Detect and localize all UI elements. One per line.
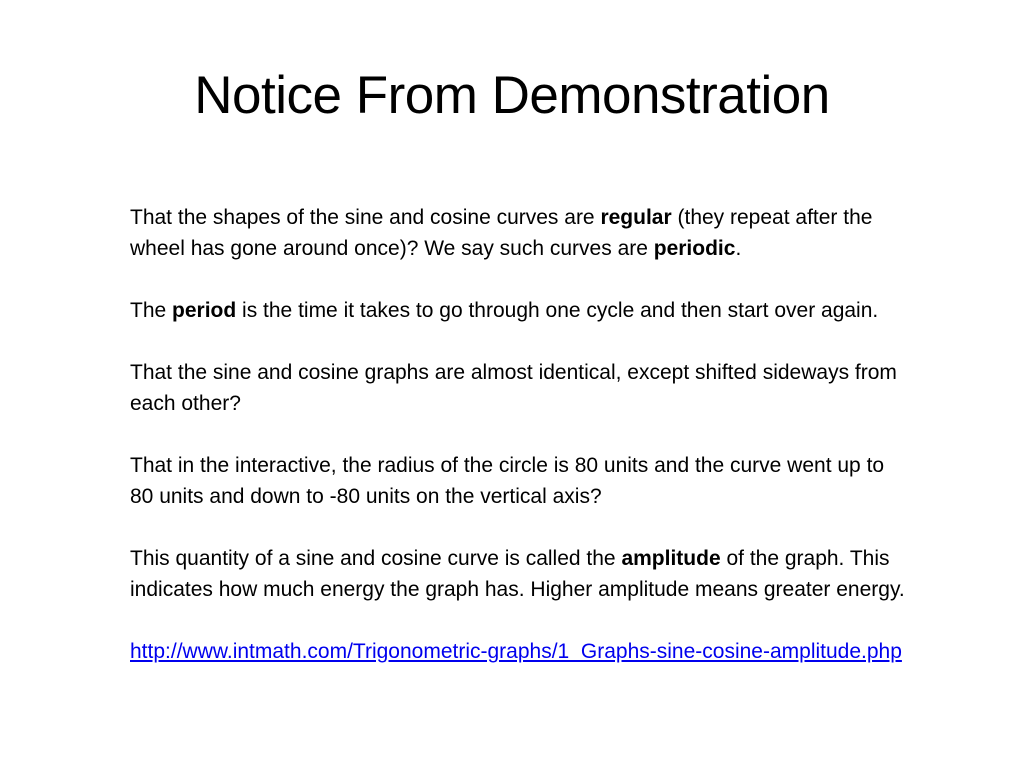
slide-title: Notice From Demonstration: [194, 66, 830, 125]
term-period: period: [172, 299, 237, 322]
paragraph-shifted: That the sine and cosine graphs are almost identical, except shifted sideways from each other?: [130, 361, 897, 415]
paragraph-regular-periodic: [130, 202, 910, 264]
paragraph-radius: That in the interactive, the radius of the circle is 80 units and the curve went up to 80 units and down to -80 units on the vertical axis?: [130, 454, 885, 508]
term-amplitude: amplitude: [621, 547, 721, 570]
p1-text-c: (they repeat after the wheel has gone around once)? We say such curves are: [130, 206, 873, 260]
p1-text-a: That the shapes of the sine and cosine curves are: [130, 206, 601, 229]
paragraph-link: [130, 636, 910, 667]
p5-text-a: This quantity of a sine and cosine curve is called the: [130, 547, 622, 570]
term-regular: regular: [600, 206, 672, 229]
paragraph-period: [130, 295, 910, 326]
p5-text-c: of the graph. This indicates how much energy the graph has. Higher amplitude means greater energy.: [130, 547, 905, 601]
p1-text-e: .: [735, 237, 742, 260]
intmath-link[interactable]: http://www.intmath.com/Trigonometric-graphs/1_Graphs-sine-cosine-amplitude.php: [130, 640, 902, 663]
p2-text-a: The: [130, 299, 173, 322]
slide-body: [130, 202, 910, 667]
term-periodic: periodic: [653, 237, 736, 260]
paragraph-amplitude: [130, 543, 910, 605]
p2-text-c: is the time it takes to go through one cycle and then start over again.: [236, 299, 879, 322]
